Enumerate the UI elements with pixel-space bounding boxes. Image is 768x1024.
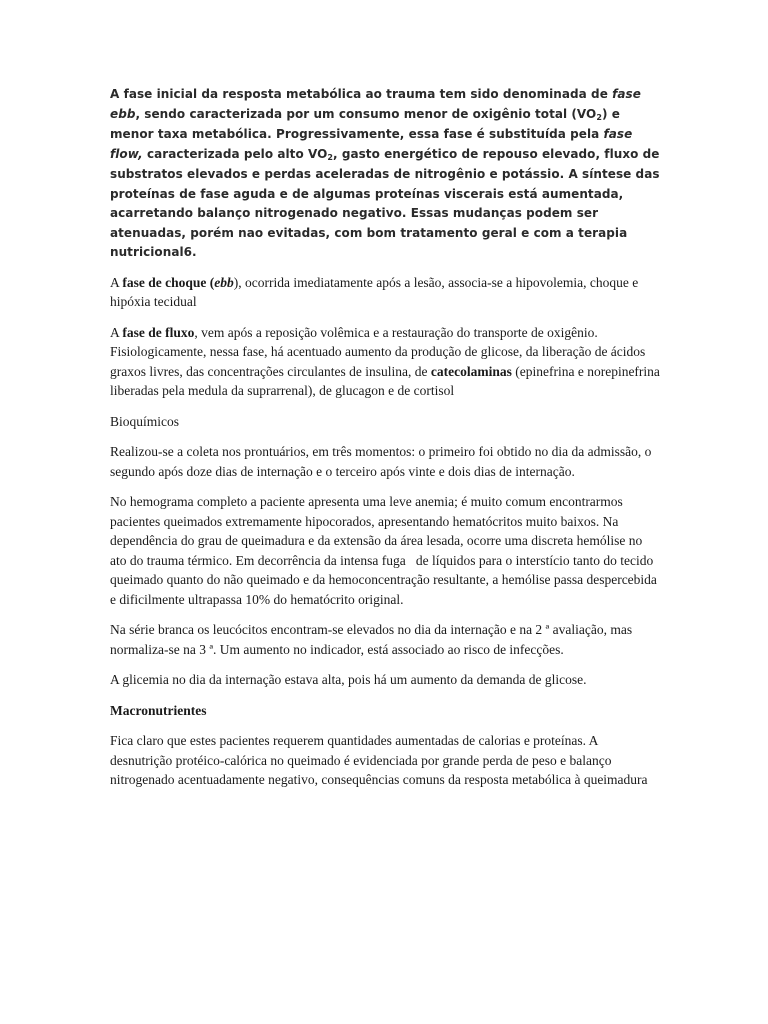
intro-text-5: , gasto energético de repouso elevado, fluxo de substratos elevados e perdas aceleradas de nitrogênio e potássio. A síntese das proteínas de fase aguda e de algumas proteínas viscerais está aumentada, acarretando balanço nitrogenado negativo. Essas mudanças podem ser atenuadas, porém nao evitadas, com bom tratamento geral e com a terapia nutricional6. (110, 146, 660, 259)
hemograma-paragraph: No hemograma completo a paciente apresenta uma leve anemia; é muito comum encontrarmos pacientes queimados extremamente hipocorados, apresentando hematócritos muito baixos. Na dependência do grau de queimadura e da extensão da área lesada, ocorre uma discreta hemólise no ato do trauma térmico. Em decorrência da intensa fuga de líquidos para o interstício tanto do tecido queimado quanto do não queimado e da hemoconcentração resultante, a hemólise passa despercebida e dificilmente ultrapassa 10% do hematócrito original. (110, 494, 661, 607)
choque-bold-term: fase de choque (122, 274, 207, 290)
choque-ebb-term: ebb (214, 274, 234, 290)
serie-branca-paragraph: Na série branca os leucócitos encontram-se elevados no dia da internação e na 2 ª avaliação, mas normaliza-se na 3 ª. Um aumento no indicador, está associado ao risco de infecções. (110, 622, 633, 657)
fica-claro-paragraph: Fica claro que estes pacientes requerem quantidades aumentadas de calorias e proteínas. A desnutrição protéico-calórica no queimado é evidenciada por grande perda de peso e balanço nitrogenado acentuadamente negativo, consequências comuns da resposta metabólica à queimadura (110, 733, 648, 787)
intro-text-2: , sendo caracterizada por um consumo menor de oxigênio total (VO (135, 106, 597, 121)
intro-subscript-2: 2 (327, 152, 333, 162)
fluxo-text-1: A (110, 324, 123, 340)
intro-text-3: ) e menor taxa metabólica. Progressivamente, essa fase é substituída pela (110, 106, 620, 141)
catecolaminas-term: catecolaminas (430, 363, 512, 379)
glicemia-paragraph: A glicemia no dia da internação estava alta, pois há um aumento da demanda de glicose. (110, 672, 587, 687)
macronutrientes-heading: Macronutrientes (110, 702, 207, 718)
bioquimicos-label: Bioquímicos (110, 413, 180, 429)
document-page (110, 85, 660, 801)
choque-paragraph (110, 273, 660, 312)
choque-text-3: ), ocorrida imediatamente após a lesão, associa-se a hipovolemia, choque e hipóxia tecidual (110, 274, 639, 309)
fluxo-text-3: (epinefrina e norepinefrina liberadas pela medula da suprarrenal), de glucagon e de cortisol (110, 363, 660, 398)
intro-fase-flow: fase flow, (110, 127, 633, 161)
intro-text-1: A fase inicial da resposta metabólica ao trauma tem sido denominada de (110, 87, 613, 101)
fluxo-bold-term: fase de fluxo (122, 324, 195, 340)
fluxo-text-2: , vem após a reposição volêmica e a restauração do transporte de oxigênio. Fisiologicamente, nessa fase, há acentuado aumento da produção de glicose, da liberação de ácidos graxos livres, das concentrações circulantes de insulina, de (110, 324, 646, 379)
intro-text-4: caracterizada pelo alto VO (142, 146, 328, 161)
choque-text-2: ( (206, 274, 215, 290)
intro-fase-ebb: fase ebb (110, 87, 641, 121)
choque-text-1: A (110, 274, 123, 290)
intro-subscript-1: 2 (596, 112, 602, 122)
coleta-paragraph: Realizou-se a coleta nos prontuários, em três momentos: o primeiro foi obtido no dia da admissão, o segundo após doze dias de internação e o terceiro após vinte e dois dias de internação. (110, 444, 652, 479)
fluxo-paragraph (110, 323, 660, 401)
intro-paragraph (110, 85, 660, 263)
